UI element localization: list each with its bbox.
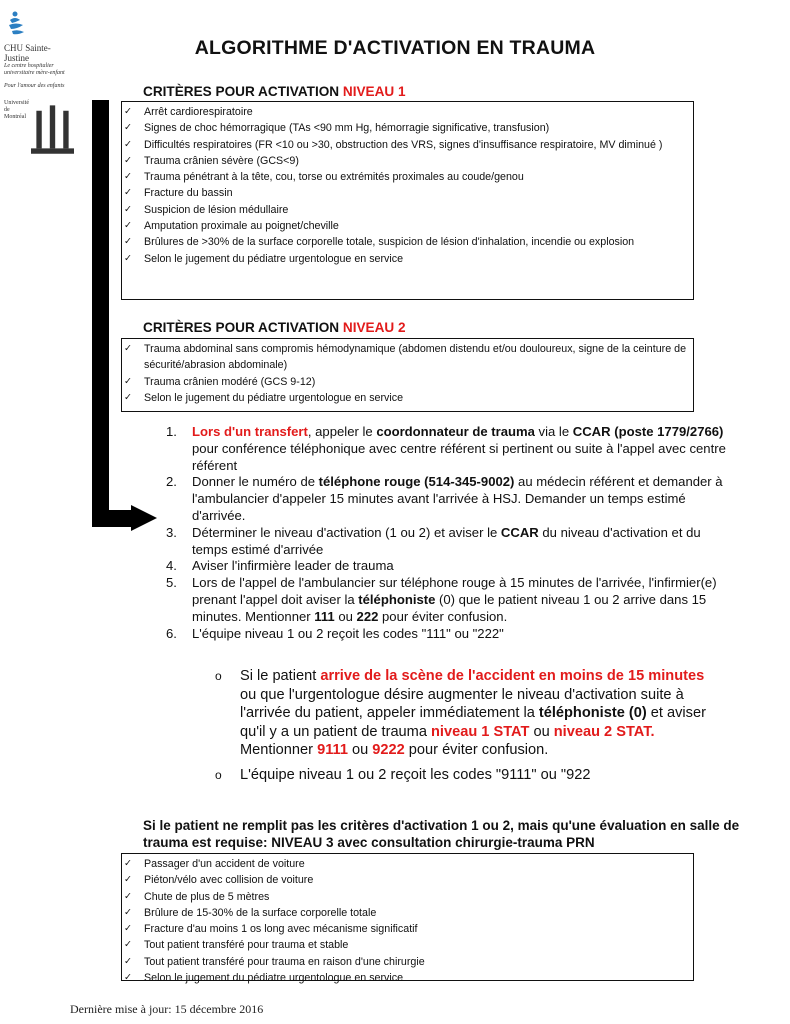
level1-criteria-box: [121, 101, 694, 300]
stat-text: niveau 1 STAT: [431, 723, 530, 740]
step-text: téléphone rouge (514-345-9002): [318, 474, 515, 490]
step-number: 6.: [166, 625, 177, 641]
flow-arrow-shaft: [92, 100, 109, 527]
step-text: 222: [356, 608, 379, 624]
step-text: téléphoniste: [358, 591, 436, 607]
step-1: [166, 424, 736, 474]
list-item: ✓ Suspicion de lésion médullaire: [144, 202, 687, 218]
level3-criteria-box: [121, 853, 694, 985]
list-item: ✓ Chute de plus de 5 mètres: [144, 889, 687, 905]
stat-text: ou que l'urgentologue désire augmenter le niveau d'activation suite à l'arrivée du patient, appeler immédiatement la: [240, 686, 684, 722]
level2-heading-prefix: CRITÈRES POUR ACTIVATION: [143, 320, 343, 335]
list-item: ✓ Arrêt cardiorespiratoire: [144, 104, 687, 120]
last-updated: Dernière mise à jour: 15 décembre 2016: [70, 1002, 264, 1016]
step-text: ou: [334, 608, 357, 624]
logo-tagline: Pour l'amour des enfants: [4, 83, 65, 89]
stat-text: Mentionner: [240, 742, 318, 759]
step-number: 3.: [166, 524, 177, 540]
stat-item-2: [214, 766, 714, 785]
step-text: L'équipe niveau 1 ou 2 reçoit les codes "111" ou "222": [192, 625, 504, 641]
step-text: pour éviter confusion.: [378, 608, 508, 624]
step-text: Aviser l'infirmière leader de trauma: [192, 558, 394, 574]
university-logo: [4, 100, 74, 154]
step-4: [166, 558, 736, 575]
list-item: ✓ Tout patient transféré pour trauma et stable: [144, 937, 687, 953]
hospital-logo: [4, 10, 74, 154]
list-item: ✓ Amputation proximale au poignet/cheville: [144, 218, 687, 234]
stat-text: 9111: [317, 742, 348, 759]
list-item: ✓ Signes de choc hémorragique (TAs <90 mm Hg, hémorragie significative, transfusion): [144, 120, 687, 136]
step-text: CCAR: [500, 524, 539, 540]
step-6: [166, 626, 736, 643]
list-item: ✓ Selon le jugement du pédiatre urgentologue en service: [144, 390, 687, 406]
list-item: ✓ Brûlures de >30% de la surface corporelle totale, suspicion de lésion d'inhalation, incendie ou explosion: [144, 234, 687, 250]
stat-text: et aviser qu'il y a un patient de trauma: [240, 705, 706, 740]
level2-criteria-box: [121, 338, 694, 412]
university-line-b: de Montréal: [4, 107, 26, 120]
level1-heading: [143, 84, 406, 99]
list-item: ✓ Brûlure de 15-30% de la surface corporelle totale: [144, 905, 687, 921]
step-text: via le: [534, 424, 573, 439]
stat-text: téléphoniste (0): [538, 705, 647, 722]
stat-text: 9222: [372, 742, 405, 759]
step-number: 5.: [166, 575, 177, 591]
level1-heading-level: NIVEAU 1: [342, 84, 406, 99]
level1-criteria-list: [144, 104, 687, 267]
step-text: CCAR (poste 1779/2766): [572, 424, 724, 439]
page-title: ALGORITHME D'ACTIVATION EN TRAUMA: [194, 37, 596, 59]
level2-heading: [143, 320, 406, 335]
step-5: [166, 575, 736, 625]
step-2: [166, 474, 736, 524]
step-text: Lors de l'appel de l'ambulancier sur téléphone rouge à 15 minutes de l'arrivée, l'infirmier(e) prenant l'appel doit aviser la: [192, 575, 717, 607]
flow-arrow-foot: [92, 510, 134, 527]
level3-criteria-list: [144, 856, 687, 986]
step-text: Lors d'un transfert: [192, 424, 308, 439]
step-text: Déterminer le niveau d'activation (1 ou 2) et aviser le: [192, 524, 501, 540]
step-text: pour conférence téléphonique avec centre référent si pertinent ou suite à l'appel avec centre référent: [192, 440, 726, 473]
list-item: ✓ Passager d'un accident de voiture: [144, 856, 687, 872]
list-item: ✓ Trauma pénétrant à la tête, cou, torse ou extrémités proximales au coude/genou: [144, 169, 687, 185]
list-item: ✓ Fracture d'au moins 1 os long avec mécanisme significatif: [144, 921, 687, 937]
step-text: (0) que le patient niveau 1 ou 2 arrive dans 15 minutes. Mentionner: [192, 591, 707, 624]
list-item: ✓ Trauma abdominal sans compromis hémodynamique (abdomen distendu et/ou douloureux, signe de la ceinture de sécurité/abrasion abdominale): [144, 341, 687, 374]
stat-text: arrive de la scène de l'accident en moins de 15 minutes: [320, 668, 705, 684]
level3-heading: Si le patient ne remplit pas les critères d'activation 1 ou 2, mais qu'une évaluation en salle de trauma est requise: NIVEAU 3 avec consultation chirurgie-trauma PRN: [143, 818, 740, 850]
logo-line1: Le centre hospitalier: [4, 63, 54, 69]
step-text: , appeler le: [307, 424, 377, 439]
step-text: au médecin référent et demander à l'ambulancier d'appeler 15 minutes avant l'arrivée à HSJ. Demander un temps estimé d'arrivée.: [192, 474, 723, 523]
stat-text: L'équipe niveau 1 ou 2 reçoit les codes "9111" ou "922: [240, 766, 591, 783]
list-item: ✓ Trauma crânien sévère (GCS<9): [144, 153, 687, 169]
stat-text: pour éviter confusion.: [404, 742, 549, 759]
activation-steps-list: [166, 424, 736, 642]
flow-arrow-head-icon: [131, 505, 157, 531]
level2-heading-level: NIVEAU 2: [342, 320, 406, 335]
step-number: 1.: [166, 424, 177, 439]
list-item: ✓ Difficultés respiratoires (FR <10 ou >30, obstruction des VRS, signes d'insuffisance respiratoire, MV diminué ): [144, 137, 687, 153]
bullet: o: [215, 669, 222, 683]
stat-text: ou: [529, 723, 554, 740]
step-number: 2.: [166, 474, 177, 490]
list-item: ✓ Trauma crânien modéré (GCS 9-12): [144, 374, 687, 390]
step-text: du niveau d'activation et du temps estimé d'arrivée: [192, 524, 701, 557]
logo-name: CHU Sainte-Justine: [4, 43, 51, 63]
list-item: ✓ Selon le jugement du pédiatre urgentologue en service: [144, 970, 687, 986]
stat-text: niveau 2 STAT.: [553, 723, 655, 740]
step-text: coordonnateur de trauma: [376, 424, 535, 439]
step-text: 111: [314, 608, 335, 624]
chu-sainte-justine-logo-icon: [6, 10, 28, 36]
stat-item-1: [214, 667, 714, 760]
bullet: o: [215, 767, 222, 782]
logo-line2: universitaire mère-enfant: [4, 70, 65, 76]
level1-heading-prefix: CRITÈRES POUR ACTIVATION: [143, 84, 343, 99]
stat-activation-list: [214, 667, 714, 785]
stat-text: Si le patient: [240, 668, 321, 684]
level2-criteria-list: [144, 341, 687, 406]
step-3: [166, 525, 736, 559]
stat-text: ou: [347, 742, 373, 759]
step-text: Donner le numéro de: [192, 474, 319, 490]
university-line-a: Université: [4, 100, 29, 106]
list-item: ✓ Tout patient transféré pour trauma en raison d'une chirurgie: [144, 954, 687, 970]
list-item: ✓ Fracture du bassin: [144, 185, 687, 201]
list-item: ✓ Selon le jugement du pédiatre urgentologue en service: [144, 251, 687, 267]
university-crest-icon: [31, 100, 74, 154]
step-number: 4.: [166, 558, 177, 574]
list-item: ✓ Piéton/vélo avec collision de voiture: [144, 872, 687, 888]
